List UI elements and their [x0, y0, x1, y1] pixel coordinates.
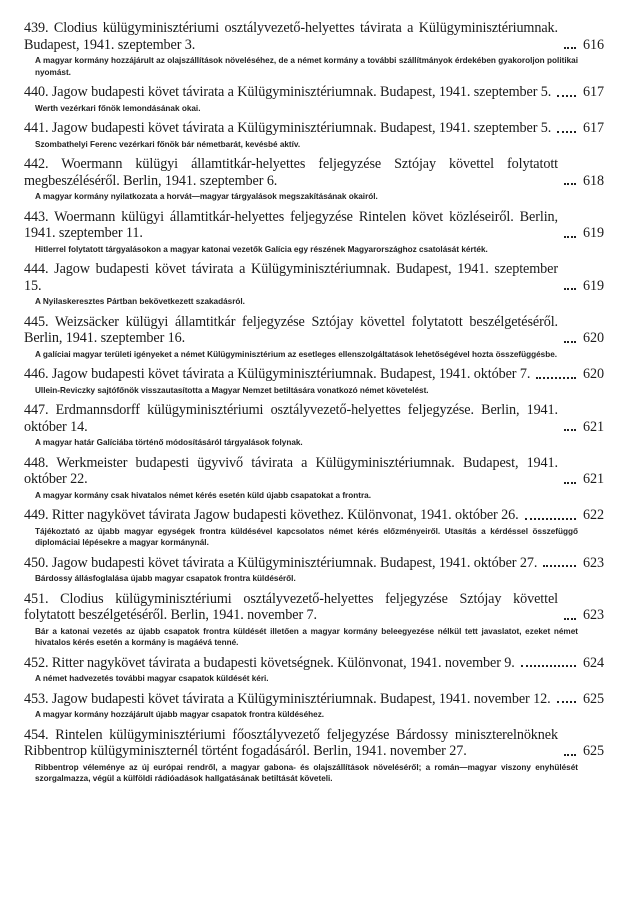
toc-entry — [24, 655, 604, 685]
toc-entry-summary: A német hadvezetés további magyar csapatok küldését kéri. — [35, 674, 269, 683]
toc-entry-title: 451. Clodius külügyminisztériumi osztályvezető-helyettes feljegyzése Sztójay követtel folytatott beszélgetéséről. Berlin, 1941. november 7. — [24, 590, 558, 623]
toc-entry-page-number: 623 — [583, 554, 604, 571]
toc-entry — [24, 455, 604, 502]
toc-entry-title: 453. Jagow budapesti követ távirata a Külügyminisztériumnak. Budapest, 1941. november 12. — [24, 690, 551, 707]
toc-entry-heading — [24, 209, 604, 242]
dot-leader — [564, 47, 576, 49]
dot-leader — [564, 618, 576, 620]
toc-entry-title: 445. Weizsäcker külügyi államtitkár feljegyzése Sztójay követtel folytatott beszélgetéséről. Berlin, 1941. szeptember 16. — [24, 313, 558, 346]
toc-entry-heading — [24, 120, 604, 137]
dot-leader — [536, 377, 576, 379]
dot-leader — [564, 482, 576, 484]
dot-leader — [564, 236, 576, 238]
toc-entry-heading — [24, 261, 604, 294]
toc-entry-summary: A galíciai magyar területi igényeket a német Külügyminisztérium az esetleges ellenszolgáltatások lehetőségével hozta összefüggésbe. — [35, 349, 558, 359]
toc-entry-page-number: 625 — [583, 743, 604, 759]
toc-entry-page-number: 621 — [583, 471, 604, 487]
toc-entry-page-number: 621 — [583, 418, 604, 435]
toc-entry-heading — [24, 555, 604, 572]
toc-entry-title: 452. Ritter nagykövet távirata a budapesti követségnek. Különvonat, 1941. november 9. — [24, 654, 515, 671]
toc-entry-page-number: 617 — [583, 120, 604, 136]
toc-entry-title: 439. Clodius külügyminisztériumi osztályvezető-helyettes távirata a Külügyminisztériumnak. Budapest, 1941. szeptember 3. — [24, 20, 558, 53]
toc-entry — [24, 727, 604, 785]
dot-leader — [557, 701, 576, 703]
toc-entry-title: 454. Rintelen külügyminisztériumi főosztályvezető feljegyzése Bárdossy miniszterelnöknek Ribbentrop külügyminiszternél történt fogadásáról. Berlin, 1941. november 27. — [24, 726, 558, 759]
toc-entry-title: 448. Werkmeister budapesti ügyvivő távirata a Külügyminisztériumnak. Budapest, 1941. október 22. — [24, 454, 558, 487]
toc-entry-summary: Bárdossy állásfoglalása újabb magyar csapatok frontra küldéséről. — [35, 574, 296, 583]
toc-entry — [24, 84, 604, 114]
toc-entry-title: 450. Jagow budapesti követ távirata a Külügyminisztériumnak. Budapest, 1941. október 27. — [24, 554, 538, 571]
toc-entry-heading — [24, 727, 604, 760]
toc-entry-page-number: 620 — [583, 330, 604, 346]
toc-entry-page-number: 617 — [583, 84, 604, 100]
dot-leader — [557, 131, 576, 133]
dot-leader — [564, 288, 576, 290]
toc-entry-page-number: 619 — [583, 277, 604, 294]
toc-entry-summary: A magyar kormány hozzájárult újabb magyar csapatok frontra küldéséhez. — [35, 710, 325, 719]
toc-entry-title: 442. Woermann külügyi államtitkár-helyettes feljegyzése Sztójay követtel folytatott megbeszéléséről. Berlin, 1941. szeptember 6. — [24, 156, 558, 189]
toc-entry-heading — [24, 366, 604, 383]
toc-entry-title: 440. Jagow budapesti követ távirata a Külügyminisztériumnak. Budapest, 1941. szeptember 5. — [24, 84, 552, 100]
toc-entry-title: 447. Erdmannsdorff külügyminisztériumi osztályvezető-helyettes feljegyzése. Berlin, 1941. október 14. — [24, 402, 558, 435]
toc-entry-heading — [24, 591, 604, 624]
toc-entry-title: 446. Jagow budapesti követ távirata a Külügyminisztériumnak. Budapest, 1941. október 7. — [24, 366, 531, 382]
toc-entry — [24, 156, 604, 203]
toc-entry-title: 443. Woermann külügyi államtitkár-helyettes feljegyzése Rintelen követ közléseiről. Berlin, 1941. szeptember 11. — [24, 208, 558, 241]
toc-entry-heading — [24, 507, 604, 524]
toc-entry — [24, 507, 604, 549]
toc-entry-heading — [24, 691, 604, 708]
toc-entry-heading — [24, 314, 604, 347]
toc-entry-page-number: 625 — [583, 690, 604, 707]
toc-entry-summary: Werth vezérkari főnök lemondásának okai. — [35, 103, 201, 113]
toc-entry — [24, 555, 604, 585]
toc-entry-summary: Tájékoztató az újabb magyar egységek frontra küldésével kapcsolatos német kérés előzményeiről. Utasítás a kérdéssel összefüggő diplomáciai lépésekre a magyar kormánynál. — [35, 526, 578, 547]
toc-entry-summary: Hitlerrel folytatott tárgyalásokon a magyar katonai vezetők Galícia egy részének Magyarországhoz csatolását kérték. — [35, 244, 488, 254]
toc-entry-title: 441. Jagow budapesti követ távirata a Külügyminisztériumnak. Budapest, 1941. szeptember 5. — [24, 120, 552, 136]
toc-entry-page-number: 620 — [583, 366, 604, 382]
toc-entry — [24, 209, 604, 256]
dot-leader — [525, 518, 576, 520]
toc-entry-title: 444. Jagow budapesti követ távirata a Külügyminisztériumnak. Budapest, 1941. szeptember 15. — [24, 261, 558, 294]
toc-entry-page-number: 622 — [583, 507, 604, 523]
toc-entry-summary: Ullein-Reviczky sajtófőnök visszautasította a Magyar Nemzet betiltására vonatkozó német követelést. — [35, 385, 429, 395]
toc-entry — [24, 314, 604, 361]
dot-leader — [564, 429, 576, 431]
toc-entry — [24, 120, 604, 150]
toc-entry-heading — [24, 84, 604, 101]
toc-entry-heading — [24, 455, 604, 488]
toc-entry-summary: Ribbentrop véleménye az új európai rendről, a magyar gabona- és olajszállítások növeléséről; a román—magyar viszony enyhülését szorgalmazza, végül a külföldi rádióadások hallgatásának betiltását követeli. — [35, 762, 578, 783]
toc-entry — [24, 591, 604, 649]
toc-entry — [24, 402, 604, 449]
toc-entry-page-number: 616 — [583, 36, 604, 53]
toc-entry-summary: A Nyilaskeresztes Pártban bekövetkezett szakadásról. — [35, 297, 245, 306]
toc-entry-heading — [24, 655, 604, 672]
table-of-contents — [24, 20, 604, 791]
dot-leader — [564, 341, 576, 343]
toc-entry — [24, 691, 604, 721]
toc-entry-page-number: 619 — [583, 225, 604, 241]
toc-entry-page-number: 623 — [583, 607, 604, 623]
dot-leader — [564, 183, 576, 185]
toc-entry-summary: Szombathelyi Ferenc vezérkari főnök bár németbarát, kevésbé aktív. — [35, 139, 301, 149]
toc-entry — [24, 20, 604, 78]
toc-entry-summary: A magyar határ Galíciába történő módosításáról tárgyalások folynak. — [35, 438, 303, 447]
dot-leader — [521, 665, 576, 667]
dot-leader — [543, 565, 576, 567]
toc-entry-heading — [24, 156, 604, 189]
toc-entry-page-number: 624 — [583, 654, 604, 671]
toc-entry — [24, 261, 604, 308]
toc-entry-heading — [24, 20, 604, 53]
toc-entry-summary: A magyar kormány nyilatkozata a horvát—magyar tárgyalások megszakításának okairól. — [35, 192, 378, 201]
toc-entry-summary: Bár a katonai vezetés az újabb csapatok frontra küldését illetően a magyar kormány beleegyezése nélkül tett javaslatot, ezeket német hivatalos kérés esetén a kormány is magáévá tenné. — [35, 626, 578, 647]
toc-entry-summary: A magyar kormány csak hivatalos német kérés esetén küld újabb csapatokat a frontra. — [35, 490, 371, 500]
toc-entry-page-number: 618 — [583, 172, 604, 189]
toc-entry-title: 449. Ritter nagykövet távirata Jagow budapesti követhez. Különvonat, 1941. október 26. — [24, 507, 519, 523]
dot-leader — [557, 95, 576, 97]
dot-leader — [564, 754, 576, 756]
toc-entry — [24, 366, 604, 396]
toc-entry-heading — [24, 402, 604, 435]
toc-entry-summary: A magyar kormány hozzájárult az olajszállítások növeléséhez, de a német kormány a további szállítmányok érdekében gyakoroljon politikai nyomást. — [35, 56, 578, 77]
